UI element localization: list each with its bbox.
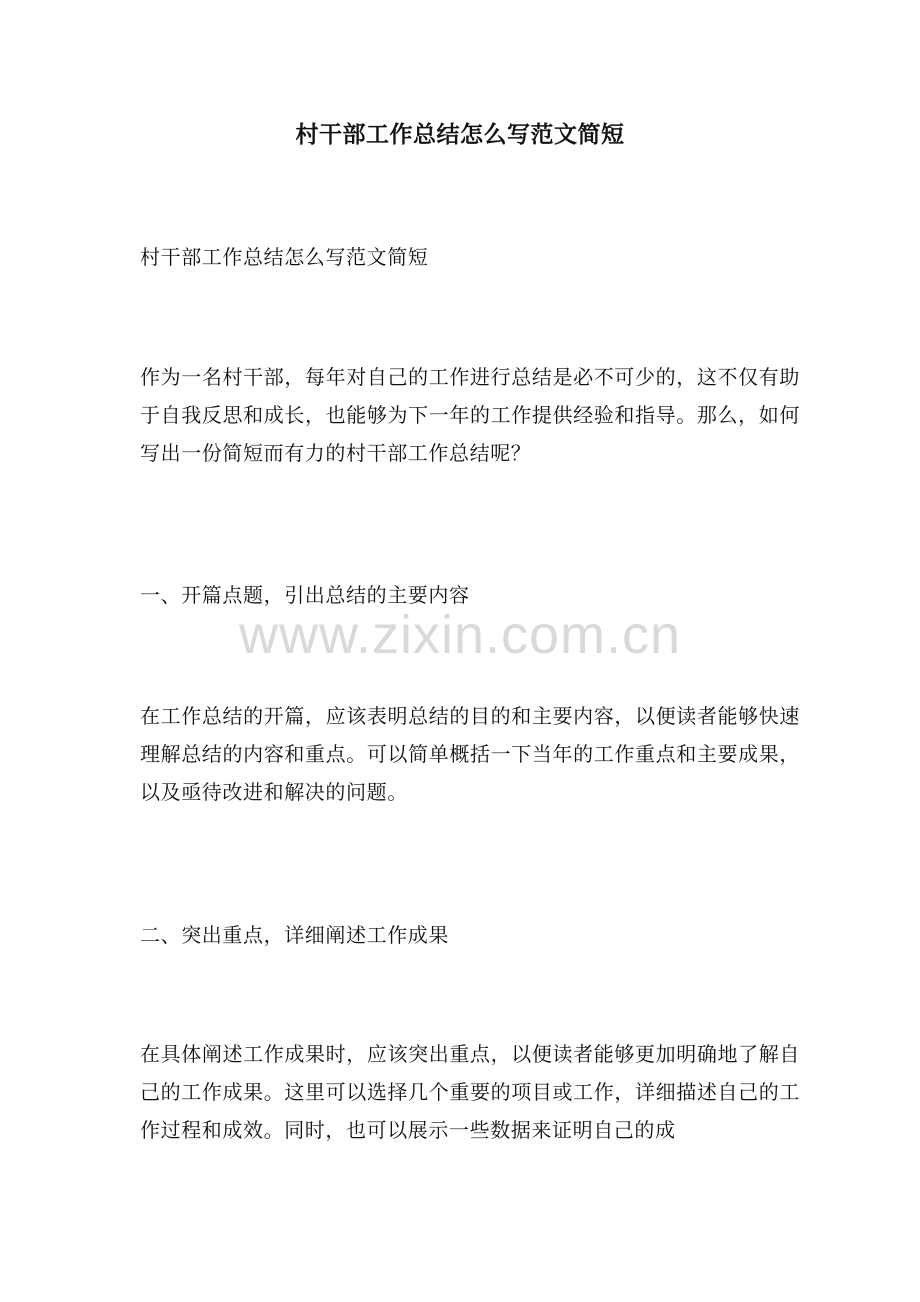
section-heading-2: 二、突出重点，详细阐述工作成果 — [140, 923, 449, 947]
document-subtitle: 村干部工作总结怎么写范文简短 — [140, 245, 429, 269]
section-heading-1: 一、开篇点题，引出总结的主要内容 — [140, 583, 470, 607]
document-title: 村干部工作总结怎么写范文简短 — [295, 121, 625, 148]
section-2-paragraph: 在具体阐述工作成果时，应该突出重点，以便读者能够更加明确地了解自己的工作成果。这里可以选择几个重要的项目或工作，详细描述自己的工作过程和成效。同时，也可以展示一些数据来证明自己的成 — [140, 1042, 800, 1142]
section-1-paragraph: 在工作总结的开篇，应该表明总结的目的和主要内容，以便读者能够快速理解总结的内容和重点。可以简单概括一下当年的工作重点和主要成果，以及亟待改进和解决的问题。 — [140, 704, 800, 804]
intro-paragraph: 作为一名村干部，每年对自己的工作进行总结是必不可少的，这不仅有助于自我反思和成长，也能够为下一年的工作提供经验和指导。那么，如何写出一份简短而有力的村干部工作总结呢？ — [140, 365, 800, 465]
watermark-text: www.zixin.com.cn — [238, 605, 682, 665]
